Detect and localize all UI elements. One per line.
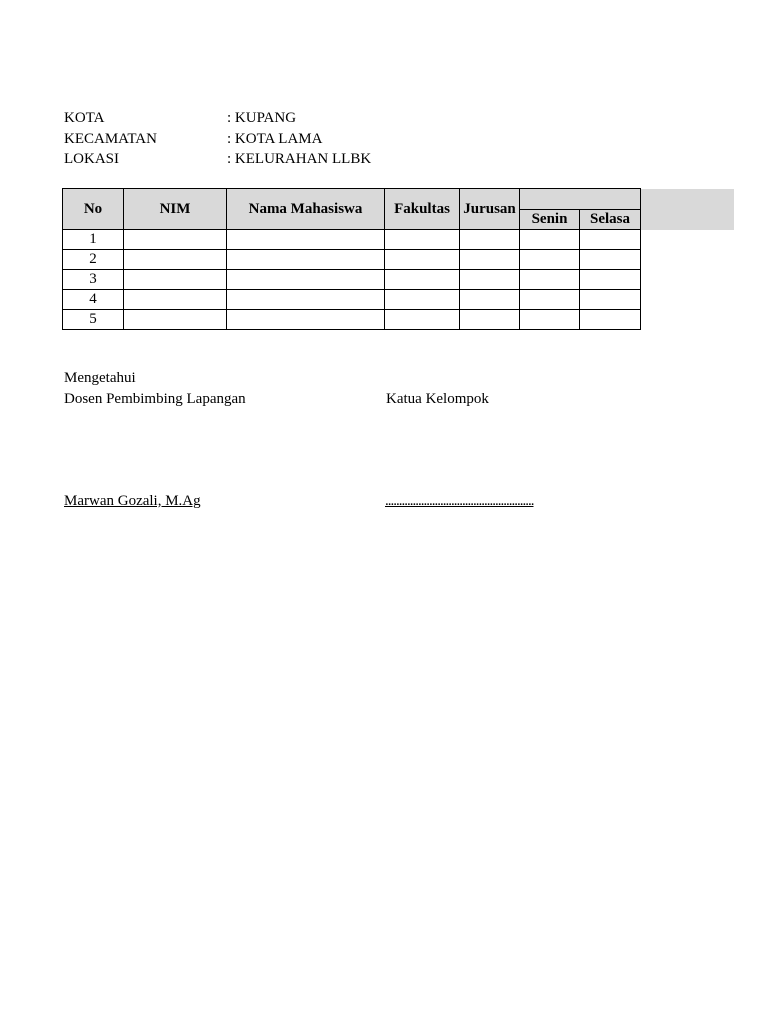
- cell-nim: [124, 230, 227, 250]
- table-row: [63, 310, 641, 330]
- info-value: : KUPANG: [227, 110, 297, 126]
- header-day-group: [520, 189, 641, 210]
- cell-senin: [520, 230, 580, 250]
- cell-no: 3: [63, 270, 124, 290]
- cell-fakultas: [385, 250, 460, 270]
- cell-jurusan: [460, 250, 520, 270]
- signature-block: [64, 370, 704, 520]
- cell-nim: [124, 290, 227, 310]
- cell-nama: [227, 270, 385, 290]
- table-header-row: [63, 189, 641, 210]
- cell-jurusan: [460, 270, 520, 290]
- cell-nim: [124, 270, 227, 290]
- cell-jurusan: [460, 310, 520, 330]
- student-table: [62, 188, 641, 330]
- info-row-lokasi: [64, 149, 371, 170]
- cell-jurusan: [460, 230, 520, 250]
- header-jurusan: Jurusan: [460, 189, 520, 230]
- table-row: [63, 290, 641, 310]
- info-row-kecamatan: [64, 129, 371, 150]
- info-value: : KOTA LAMA: [227, 130, 323, 147]
- cell-no: 5: [63, 310, 124, 330]
- cell-selasa: [580, 250, 641, 270]
- table-row: [63, 270, 641, 290]
- header-nama-mahasiswa: Nama Mahasiswa: [227, 189, 385, 230]
- supervisor-name: Marwan Gozali, M.Ag: [64, 493, 201, 509]
- header-selasa: Selasa: [580, 210, 641, 230]
- cell-selasa: [580, 230, 641, 250]
- info-label: KECAMATAN: [64, 130, 157, 147]
- header-fakultas: Fakultas: [385, 189, 460, 230]
- cell-nama: [227, 230, 385, 250]
- cell-nama: [227, 290, 385, 310]
- cell-senin: [520, 250, 580, 270]
- cell-selasa: [580, 310, 641, 330]
- cell-selasa: [580, 270, 641, 290]
- cell-selasa: [580, 290, 641, 310]
- cell-nim: [124, 310, 227, 330]
- cell-no: 2: [63, 250, 124, 270]
- cell-fakultas: [385, 270, 460, 290]
- table-row: [63, 230, 641, 250]
- cell-no: 1: [63, 230, 124, 250]
- cell-no: 4: [63, 290, 124, 310]
- cell-senin: [520, 290, 580, 310]
- group-leader-name-line: ......................................................: [385, 493, 534, 509]
- info-row-kota: [64, 108, 371, 129]
- cell-fakultas: [385, 310, 460, 330]
- cell-jurusan: [460, 290, 520, 310]
- cell-fakultas: [385, 230, 460, 250]
- table-row: [63, 250, 641, 270]
- group-leader-title: Katua Kelompok: [386, 391, 489, 407]
- acknowledgement-label: Mengetahui: [64, 370, 136, 386]
- header-no: No: [63, 189, 124, 230]
- location-info: [64, 108, 371, 170]
- cell-fakultas: [385, 290, 460, 310]
- cell-nim: [124, 250, 227, 270]
- cell-nama: [227, 310, 385, 330]
- header-senin: Senin: [520, 210, 580, 230]
- info-label: LOKASI: [64, 151, 119, 167]
- cell-nama: [227, 250, 385, 270]
- cell-senin: [520, 270, 580, 290]
- header-nim: NIM: [124, 189, 227, 230]
- cell-senin: [520, 310, 580, 330]
- info-label: KOTA: [64, 110, 105, 126]
- supervisor-title: Dosen Pembimbing Lapangan: [64, 391, 246, 407]
- info-value: : KELURAHAN LLBK: [227, 151, 372, 167]
